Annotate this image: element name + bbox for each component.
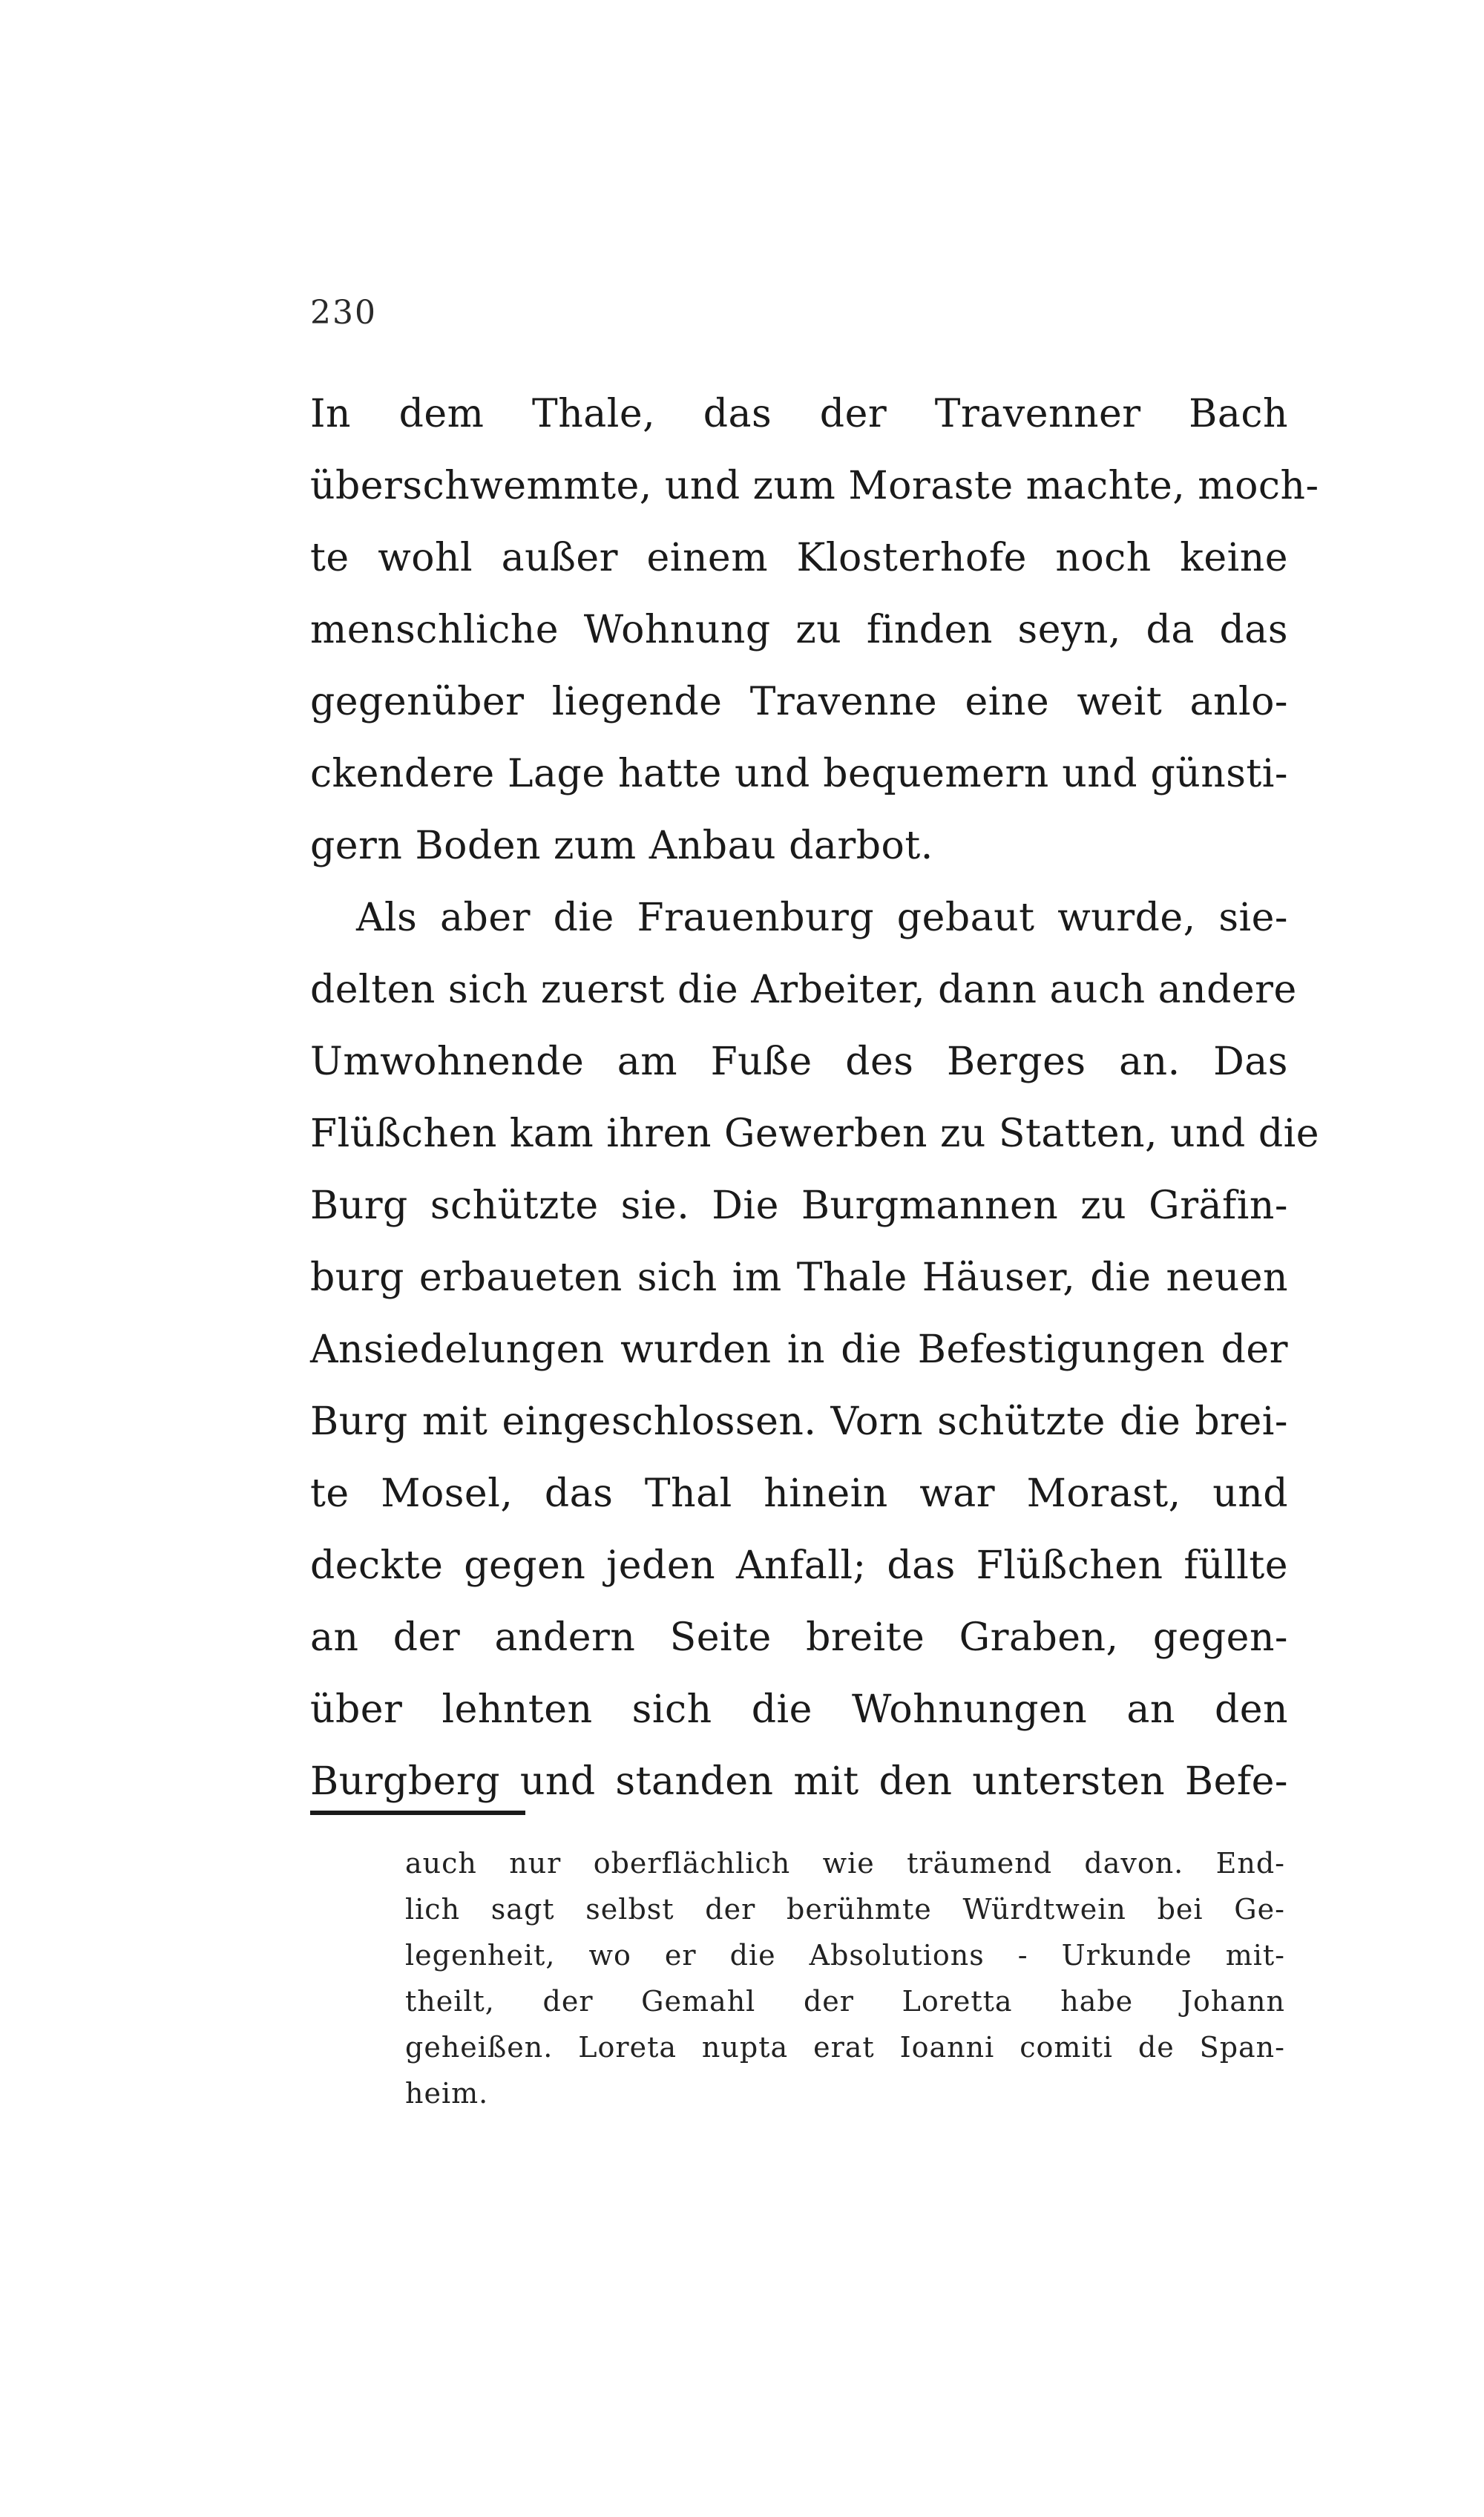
text-line: ckendere Lage hatte und bequemern und günsti-: [310, 752, 1288, 796]
main-text-block: [310, 378, 1320, 1818]
text-line: burg erbaueten sich im Thale Häuser, die neuen: [310, 1256, 1288, 1300]
footnote-line: heim.: [405, 2077, 489, 2110]
text-line: Umwohnende am Fuße des Berges an. Das: [310, 1040, 1288, 1084]
text-line: Ansiedelungen wurden in die Befestigungen der: [310, 1328, 1288, 1372]
footnote-line: legenheit, wo er die Absolutions - Urkunde mit-: [405, 1939, 1285, 1972]
text-line: deckte gegen jeden Anfall; das Flüßchen füllte: [310, 1543, 1288, 1588]
text-line: delten sich zuerst die Arbeiter, dann auch andere: [310, 968, 1297, 1012]
text-line: Flüßchen kam ihren Gewerben zu Statten, und die: [310, 1112, 1320, 1156]
footnote-line: auch nur oberflächlich wie träumend davon. End-: [405, 1847, 1285, 1880]
text-line: te Mosel, das Thal hinein war Morast, und: [310, 1471, 1288, 1516]
footnote-line: theilt, der Gemahl der Loretta habe Johann: [405, 1985, 1285, 2018]
text-line: über lehnten sich die Wohnungen an den: [310, 1687, 1288, 1732]
text-line: menschliche Wohnung zu finden seyn, da das: [310, 608, 1288, 652]
text-line: gegenüber liegende Travenne eine weit anlo-: [310, 680, 1288, 724]
footnote-divider: [310, 1811, 525, 1815]
text-line: Als aber die Frauenburg gebaut wurde, sie-: [356, 896, 1288, 940]
footnote-block: [405, 1840, 1285, 2116]
footnote-line: lich sagt selbst der berühmte Würdtwein bei Ge-: [405, 1893, 1285, 1926]
text-line: gern Boden zum Anbau darbot.: [310, 824, 933, 868]
text-line: Burgberg und standen mit den untersten Befe-: [310, 1759, 1288, 1804]
footnote-line: geheißen. Loreta nupta erat Ioanni comiti de Span-: [405, 2031, 1285, 2064]
text-line: te wohl außer einem Klosterhofe noch keine: [310, 536, 1288, 580]
page-number: 230: [310, 294, 377, 332]
text-line: an der andern Seite breite Graben, gegen-: [310, 1615, 1288, 1660]
text-line: überschwemmte, und zum Moraste machte, moch-: [310, 464, 1319, 508]
text-line: Burg schützte sie. Die Burgmannen zu Gräfin-: [310, 1184, 1288, 1228]
text-line: Burg mit eingeschlossen. Vorn schützte die brei-: [310, 1399, 1288, 1444]
text-line: In dem Thale, das der Travenner Bach: [310, 392, 1288, 436]
